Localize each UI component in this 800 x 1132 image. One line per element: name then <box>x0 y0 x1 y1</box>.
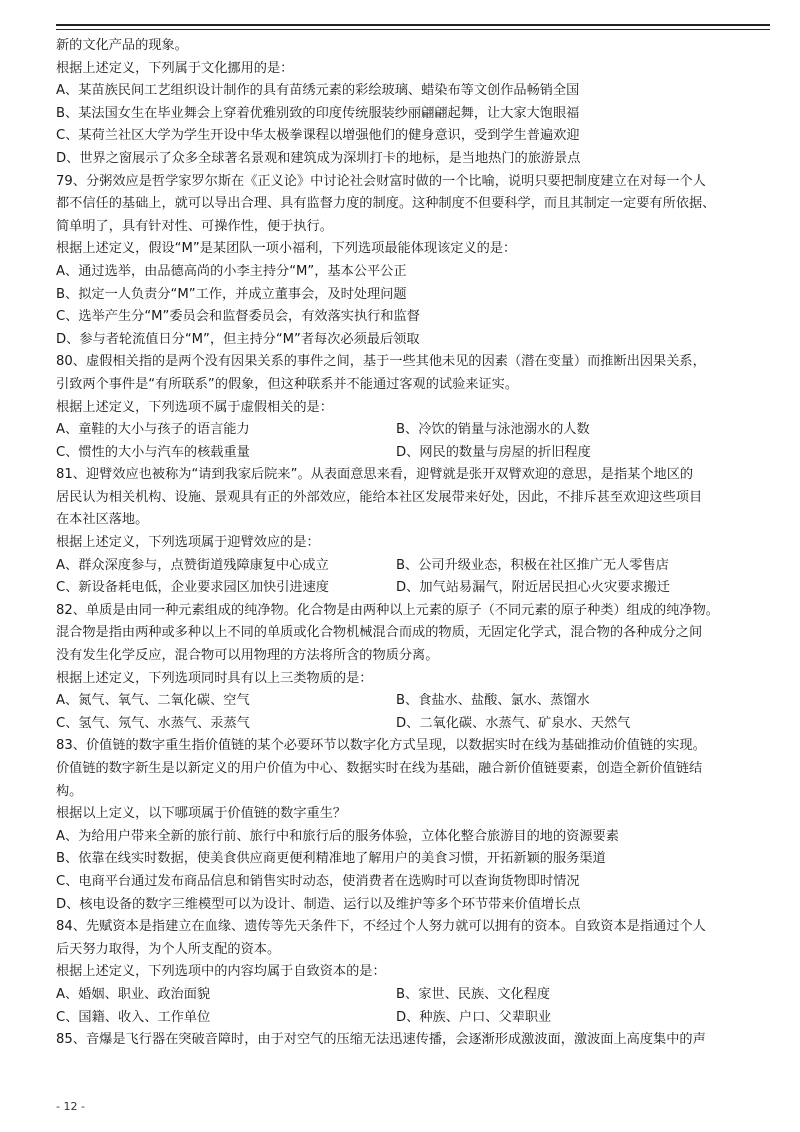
question-prompt: 根据上述定义，下列选项同时具有以上三类物质的是： <box>56 670 373 686</box>
options-row <box>56 713 771 736</box>
question-79-text: 79、分粥效应是哲学家罗尔斯在《正义论》中讨论社会财富时做的一个比喻，说明只要把制度建立在对每一个人 <box>56 173 706 189</box>
options-row <box>56 690 771 713</box>
option-b: B、某法国女生在毕业舞会上穿着优雅别致的印度传统服装纱丽翩翩起舞，让大家大饱眼福 <box>56 105 580 121</box>
options-row <box>56 419 771 442</box>
question-prompt: 根据上述定义，下列属于文化挪用的是： <box>56 60 294 76</box>
option-b: B、拟定一人负责分“M”工作，并成立董事会，及时处理问题 <box>56 286 407 302</box>
question-prompt: 根据上述定义，下列选项中的内容均属于自致资本的是： <box>56 964 386 980</box>
options-row <box>56 442 771 465</box>
question-83-text: 83、价值链的数字重生指价值链的某个必要环节以数字化方式呈现，以数据实时在线为基础推动价值链的实现。 <box>56 738 706 754</box>
question-79-text: 都不信任的基础上，就可以导出合理、具有监督力度的制度。这种制度不但要科学，而且其制定一定要有所依据、 <box>56 196 716 212</box>
header-rule-thin <box>56 29 770 30</box>
option-d: D、二氧化碳、水蒸气、矿泉水、天然气 <box>396 715 631 731</box>
option-b: B、依靠在线实时数据，使美食供应商更便利精准地了解用户的美食习惯，开拓新颖的服务渠道 <box>56 851 606 867</box>
question-83-text: 构。 <box>56 783 83 799</box>
option-c: C、新设备耗电低，企业要求园区加快引进速度 <box>56 580 329 596</box>
question-84-text: 84、先赋资本是指建立在血缘、遗传等先天条件下，不经过个人努力就可以拥有的资本。自致资本是指通过个人 <box>56 919 706 935</box>
option-a: A、群众深度参与，点赞街道残障康复中心成立 <box>56 557 329 573</box>
option-d: D、核电设备的数字三维模型可以为设计、制造、运行以及维护等多个环节带来价值增长点 <box>56 896 581 912</box>
option-b: B、家世、民族、文化程度 <box>396 986 551 1002</box>
option-d: D、种族、户口、父辈职业 <box>396 1009 552 1025</box>
options-row <box>56 1007 771 1030</box>
question-85-text: 85、音爆是飞行器在突破音障时，由于对空气的压缩无法迅速传播，会逐渐形成激波面，激波面上高度集中的声 <box>56 1032 706 1048</box>
option-a: A、童鞋的大小与孩子的语言能力 <box>56 422 250 438</box>
options-row <box>56 577 771 600</box>
question-82-text: 混合物是指由两种或多种以上不同的单质或化合物机械混合而成的物质，无固定化学式，混合物的各种成分之间 <box>56 625 703 641</box>
option-d: D、网民的数量与房屋的折旧程度 <box>396 444 591 460</box>
question-82-text: 没有发生化学反应，混合物可以用物理的方法将所含的物质分离。 <box>56 648 439 664</box>
option-c: C、选举产生分“M”委员会和监督委员会，有效落实执行和监督 <box>56 309 420 325</box>
question-82-text: 82、单质是由同一种元素组成的纯净物。化合物是由两种以上元素的原子（不同元素的原子种类）组成的纯净物。 <box>56 602 719 618</box>
option-b: B、食盐水、盐酸、氯水、蒸馏水 <box>396 693 590 709</box>
question-prompt: 根据以上定义，以下哪项属于价值链的数字重生？ <box>56 806 347 822</box>
text-line: 新的文化产品的现象。 <box>56 38 188 53</box>
option-a: A、通过选举，由品德高尚的小李主持分“M”，基本公平公正 <box>56 263 407 279</box>
question-79-text: 简单明了，具有针对性、可操作性，便于执行。 <box>56 218 333 234</box>
question-80-text: 引致两个事件是“有所联系”的假象，但这种联系并不能通过客观的试验来证实。 <box>56 376 519 392</box>
question-84-text: 后天努力取得，为个人所支配的资本。 <box>56 941 281 957</box>
option-c: C、电商平台通过发布商品信息和销售实时动态，使消费者在选购时可以查询货物即时情况 <box>56 873 580 889</box>
option-a: A、婚姻、职业、政治面貌 <box>56 986 211 1002</box>
question-81-text: 在本社区落地。 <box>56 512 149 528</box>
option-c: C、某荷兰社区大学为学生开设中华太极拳课程以增强他们的健身意识，受到学生普遍欢迎 <box>56 128 580 144</box>
option-a: A、为给用户带来全新的旅行前、旅行中和旅行后的服务体验，立体化整合旅游目的地的资源要素 <box>56 828 619 844</box>
question-83-text: 价值链的数字新生是以新定义的用户价值为中心、数据实时在线为基础，融合新价值链要素，创造全新价值链结 <box>56 761 703 776</box>
option-c: C、惯性的大小与汽车的核载重量 <box>56 444 250 460</box>
question-prompt: 根据上述定义，下列选项不属于虚假相关的是： <box>56 399 333 415</box>
question-prompt: 根据上述定义，下列选项属于迎臂效应的是： <box>56 535 320 551</box>
question-80-text: 80、虚假相关指的是两个没有因果关系的事件之间，基于一些其他未见的因素（潜在变量）而推断出因果关系， <box>56 354 706 370</box>
option-c: C、国籍、收入、工作单位 <box>56 1009 211 1025</box>
question-81-text: 居民认为相关机构、设施、景观具有正的外部效应，能给本社区发展带来好处，因此，不排斥甚至欢迎这些项目 <box>56 489 703 505</box>
option-d: D、世界之窗展示了众多全球著名景观和建筑成为深圳打卡的地标，是当地热门的旅游景点 <box>56 150 581 166</box>
option-b: B、冷饮的销量与泳池溺水的人数 <box>396 422 590 438</box>
options-row <box>56 555 771 578</box>
option-d: D、加气站易漏气，附近居民担心火灾要求搬迁 <box>396 580 670 596</box>
question-81-text: 81、迎臂效应也被称为“请到我家后院来”。从表面意思来看，迎臂就是张开双臂欢迎的意思，是指某个地区的 <box>56 467 694 483</box>
header-rule-thick <box>56 24 770 26</box>
page-body <box>56 35 771 1052</box>
question-prompt: 根据上述定义，假设“M”是某团队一项小福利，下列选项最能体现该定义的是： <box>56 241 517 257</box>
options-row <box>56 984 771 1007</box>
option-c: C、氢气、氖气、水蒸气、汞蒸气 <box>56 715 250 731</box>
option-a: A、某苗族民间工艺组织设计制作的具有苗绣元素的彩绘玻璃、蜡染布等文创作品畅销全国 <box>56 83 580 99</box>
option-a: A、氮气、氧气、二氧化碳、空气 <box>56 693 250 709</box>
page-number: - 12 - <box>56 1100 85 1113</box>
option-d: D、参与者轮流值日分“M”，但主持分“M”者每次必须最后领取 <box>56 331 420 347</box>
option-b: B、公司升级业态，积极在社区推广无人零售店 <box>396 557 669 573</box>
